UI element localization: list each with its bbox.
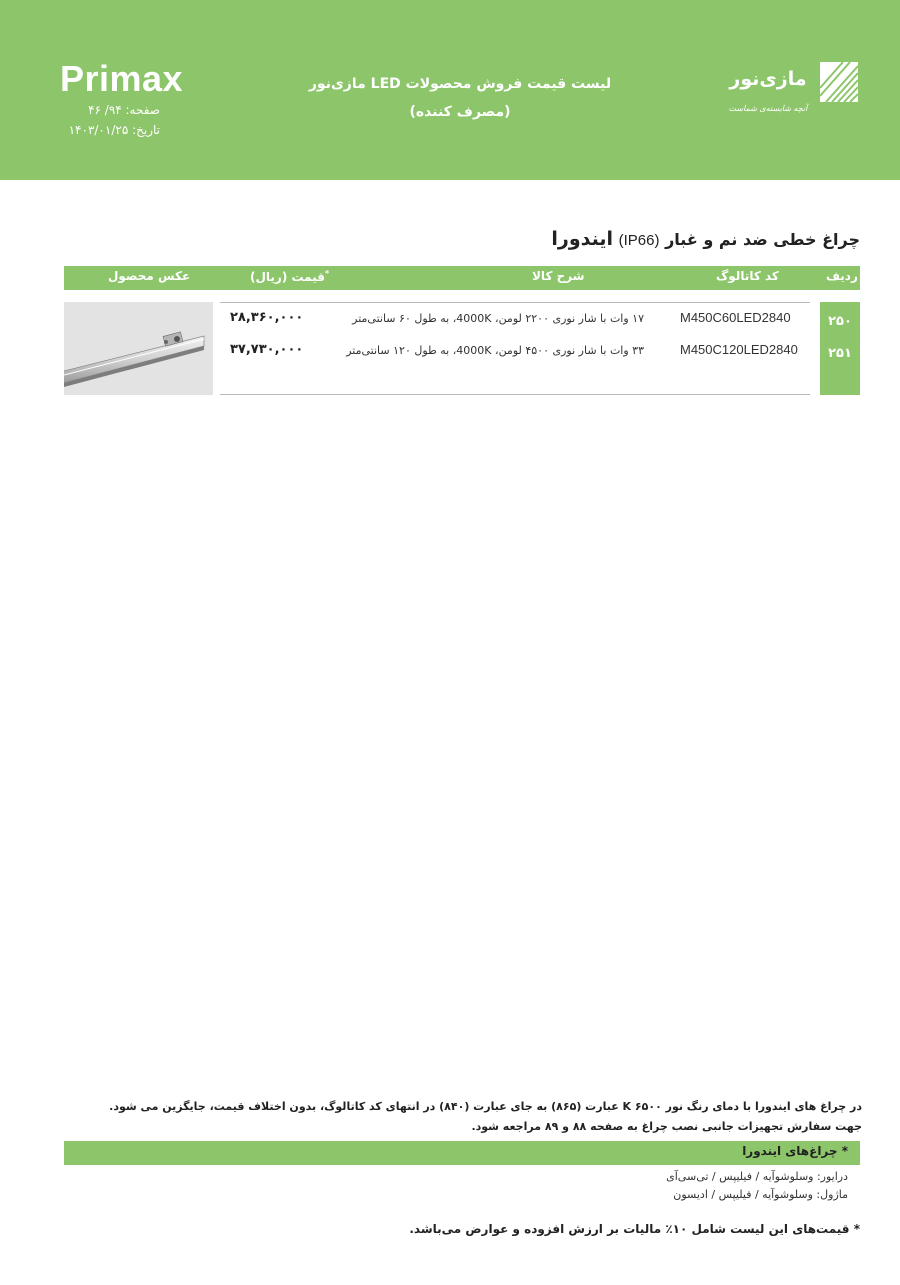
page-info xyxy=(60,100,160,140)
header-catalog-code: کد کاتالوگ xyxy=(716,269,779,283)
document-title-line1: لیست قیمت فروش محصولات LED مازی‌نور xyxy=(308,76,612,92)
spec-module: ماژول: وسلوشوآیه / فیلیپس / ادیسون xyxy=(673,1188,848,1201)
product-description: ۳۳ وات با شار نوری ۴۵۰۰ لومن، 4000K، به طول ۱۲۰ سانتی‌متر xyxy=(346,344,644,357)
product-price: ۲۸,۳۶۰,۰۰۰ xyxy=(230,310,304,325)
row-number-column xyxy=(820,302,860,395)
product-photo xyxy=(64,302,213,395)
section-title xyxy=(551,228,860,250)
document-title-line2: (مصرف کننده) xyxy=(409,104,511,120)
section-title-name: ایندورا xyxy=(551,228,614,250)
logo-mark-icon xyxy=(820,62,858,102)
row-number: ۲۵۱ xyxy=(828,346,852,361)
section-title-prefix: چراغ خطی ضد نم و غبار xyxy=(665,230,860,249)
product-description: ۱۷ وات با شار نوری ۲۲۰۰ لومن، 4000K، به طول ۶۰ سانتی‌متر xyxy=(352,312,644,325)
spec-driver: درایور: وسلوشوآیه / فیلیپس / تی‌سی‌آی xyxy=(666,1170,848,1183)
logo-tagline: آنچه شایسته‌ی شماست xyxy=(728,104,808,113)
linear-luminaire-image xyxy=(64,302,213,395)
section-title-ip: (IP66) xyxy=(618,232,660,249)
header-row-number: ردیف xyxy=(826,269,858,283)
document-title xyxy=(300,70,620,126)
catalog-code: M450C60LED2840 xyxy=(680,310,791,325)
date-label: تاریخ: ۱۴۰۳/۰۱/۲۵ xyxy=(68,123,160,137)
table-header xyxy=(64,266,860,290)
row-number: ۲۵۰ xyxy=(828,314,852,329)
product-price: ۳۷,۷۳۰,۰۰۰ xyxy=(230,342,304,357)
page-header xyxy=(0,0,900,180)
price-asterisk: * xyxy=(324,269,330,278)
note-color-temperature: در چراغ های ایندورا با دمای رنگ نور ۶۵۰۰ K عبارت (۸۶۵) به جای عبارت (۸۴۰) در انتهای کد کاتالوگ، بدون اختلاف قیمت، جایگزین می شود. xyxy=(109,1100,862,1113)
table-bottom-rule xyxy=(220,394,810,395)
header-price-label: قیمت (ریال) xyxy=(250,270,325,284)
header-description: شرح کالا xyxy=(532,269,585,283)
catalog-code: M450C120LED2840 xyxy=(680,342,798,357)
header-photo: عکس محصول xyxy=(108,269,191,283)
table-top-rule xyxy=(220,302,810,303)
header-price xyxy=(250,269,329,284)
brand-name: Primax xyxy=(60,58,184,99)
vat-footnote: * قیمت‌های این لیست شامل ۱۰٪ مالیات بر ارزش افزوده و عوارض می‌باشد. xyxy=(409,1222,860,1236)
spec-box-title: * چراغ‌های ایندورا xyxy=(742,1144,848,1158)
page-number: صفحه: ۹۴/ ۴۶ xyxy=(88,103,160,117)
note-accessories: جهت سفارش تجهیزات جانبی نصب چراغ به صفحه ۸۸ و ۸۹ مراجعه شود. xyxy=(471,1120,862,1133)
logo-text: مازی‌نور xyxy=(729,68,807,90)
spec-box-header xyxy=(64,1141,860,1165)
maziar-logo xyxy=(720,60,860,122)
